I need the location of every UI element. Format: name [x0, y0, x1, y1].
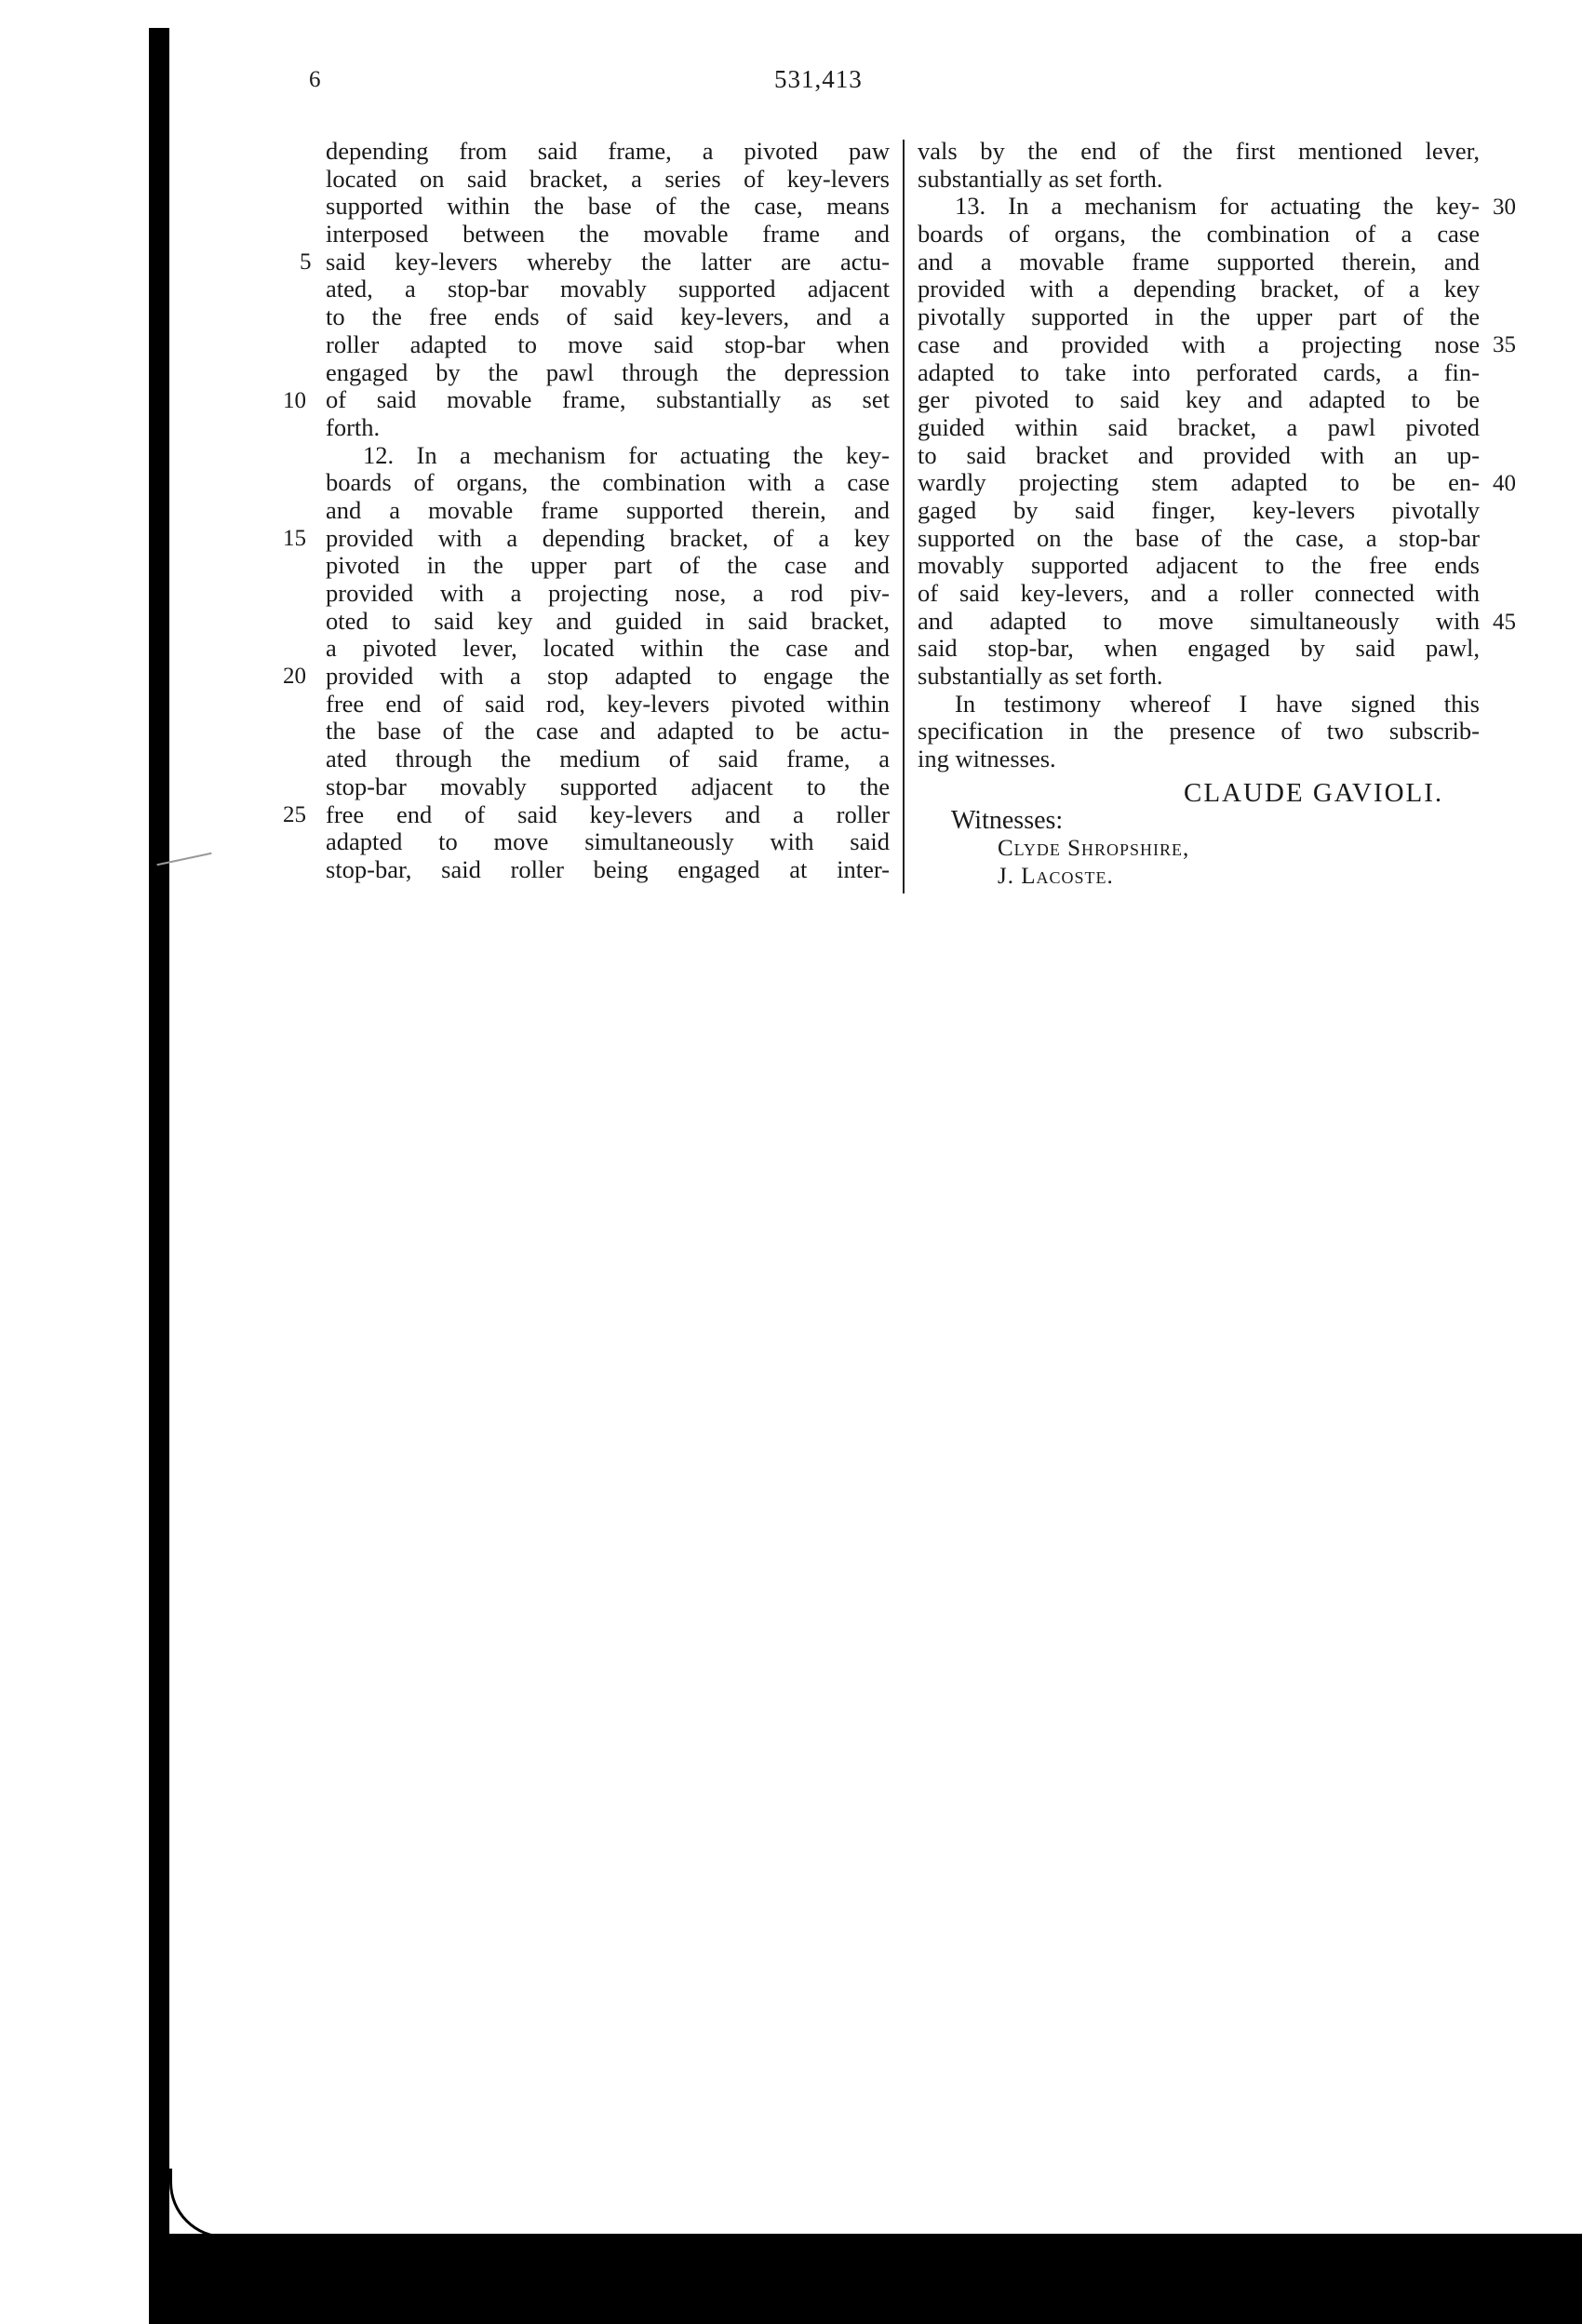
- text-line: 12. In a mechanism for actuating the key-: [363, 440, 890, 469]
- line-number: 15: [283, 526, 306, 551]
- line-number: 45: [1493, 610, 1516, 635]
- line-number: 30: [1493, 195, 1516, 220]
- text-line: free end of said key-levers and a roller: [326, 799, 890, 828]
- line-number: 20: [283, 664, 306, 689]
- witness-name: Clyde Shropshire,: [998, 836, 1190, 861]
- text-line: provided with a depending bracket, of a key: [918, 275, 1480, 303]
- text-line: gaged by said finger, key-levers pivotally: [918, 495, 1480, 524]
- text-line: supported on the base of the case, a stop-bar: [918, 523, 1480, 552]
- text-line: substantially as set forth.: [918, 164, 1163, 193]
- text-line: the base of the case and adapted to be actu-: [326, 717, 890, 746]
- left-column: [326, 138, 890, 884]
- text-line: located on said bracket, a series of key-levers: [326, 164, 890, 193]
- text-line: to said bracket and provided with an up-: [918, 440, 1480, 469]
- text-line: movably supported adjacent to the free ends: [918, 551, 1480, 580]
- text-line: and a movable frame supported therein, and: [918, 247, 1480, 275]
- inventor-signature: CLAUDE GAVIOLI.: [1184, 778, 1444, 808]
- patent-number: 531,413: [774, 65, 863, 93]
- page-number: 6: [309, 67, 322, 92]
- line-number: 5: [300, 249, 312, 275]
- text-line: boards of organs, the combination with a case: [326, 468, 890, 497]
- text-line: adapted to take into perforated cards, a fin-: [918, 357, 1480, 386]
- text-line: of said key-levers, and a roller connected with: [918, 579, 1480, 607]
- text-line: a pivoted lever, located within the case and: [326, 634, 890, 663]
- text-line: oted to said key and guided in said bracket,: [326, 606, 890, 635]
- text-line: wardly projecting stem adapted to be en-: [918, 468, 1480, 497]
- text-line: and adapted to move simultaneously with: [918, 606, 1480, 635]
- text-line: stop-bar movably supported adjacent to the: [326, 772, 890, 800]
- text-line: roller adapted to move said stop-bar when: [326, 329, 890, 358]
- text-line: case and provided with a projecting nose: [918, 329, 1480, 358]
- text-line: ger pivoted to said key and adapted to be: [918, 385, 1480, 414]
- text-line: interposed between the movable frame and: [326, 220, 890, 249]
- text-line: adapted to move simultaneously with said: [326, 827, 890, 856]
- text-line: substantially as set forth.: [918, 662, 1163, 691]
- text-line: forth.: [326, 412, 381, 441]
- text-line: ated through the medium of said frame, a: [326, 745, 890, 773]
- text-line: engaged by the pawl through the depression: [326, 357, 890, 386]
- scan-border-curve: [169, 2169, 247, 2238]
- text-line: and a movable frame supported therein, and: [326, 495, 890, 524]
- text-line: 13. In a mechanism for actuating the key-: [955, 192, 1480, 221]
- text-line: provided with a projecting nose, a rod piv-: [326, 579, 890, 607]
- text-line: boards of organs, the combination of a case: [918, 220, 1480, 249]
- scan-border-bottom: [149, 2234, 1582, 2324]
- text-line: vals by the end of the first mentioned lever,: [918, 137, 1480, 165]
- text-line: to the free ends of said key-levers, and a: [326, 302, 890, 331]
- line-number: 25: [283, 802, 306, 827]
- text-line: guided within said bracket, a pawl pivoted: [918, 412, 1480, 441]
- witness-name: J. Lacoste.: [998, 864, 1114, 889]
- text-line: In testimony whereof I have signed this: [955, 689, 1480, 718]
- text-line: said stop-bar, when engaged by said pawl,: [918, 634, 1480, 663]
- text-line: supported within the base of the case, means: [326, 192, 890, 221]
- line-number: 10: [283, 388, 306, 413]
- text-line: ated, a stop-bar movably supported adjacent: [326, 275, 890, 303]
- text-line: depending from said frame, a pivoted paw: [326, 137, 890, 165]
- text-line: pivoted in the upper part of the case and: [326, 551, 890, 580]
- text-line: of said movable frame, substantially as set: [326, 385, 890, 414]
- text-line: said key-levers whereby the latter are actu-: [326, 247, 890, 275]
- text-line: pivotally supported in the upper part of the: [918, 302, 1480, 331]
- witnesses-label: Witnesses:: [951, 806, 1064, 835]
- line-number: 35: [1493, 332, 1516, 357]
- text-line: stop-bar, said roller being engaged at inter-: [326, 854, 890, 883]
- scan-border-left: [149, 28, 169, 2296]
- text-line: free end of said rod, key-levers pivoted within: [326, 689, 890, 718]
- column-divider: [903, 140, 905, 893]
- text-line: provided with a depending bracket, of a key: [326, 523, 890, 552]
- text-line: specification in the presence of two subscrib-: [918, 717, 1480, 746]
- text-line: ing witnesses.: [918, 745, 1056, 773]
- text-line: provided with a stop adapted to engage the: [326, 662, 890, 691]
- right-column: [918, 138, 1480, 773]
- line-number: 40: [1493, 471, 1516, 496]
